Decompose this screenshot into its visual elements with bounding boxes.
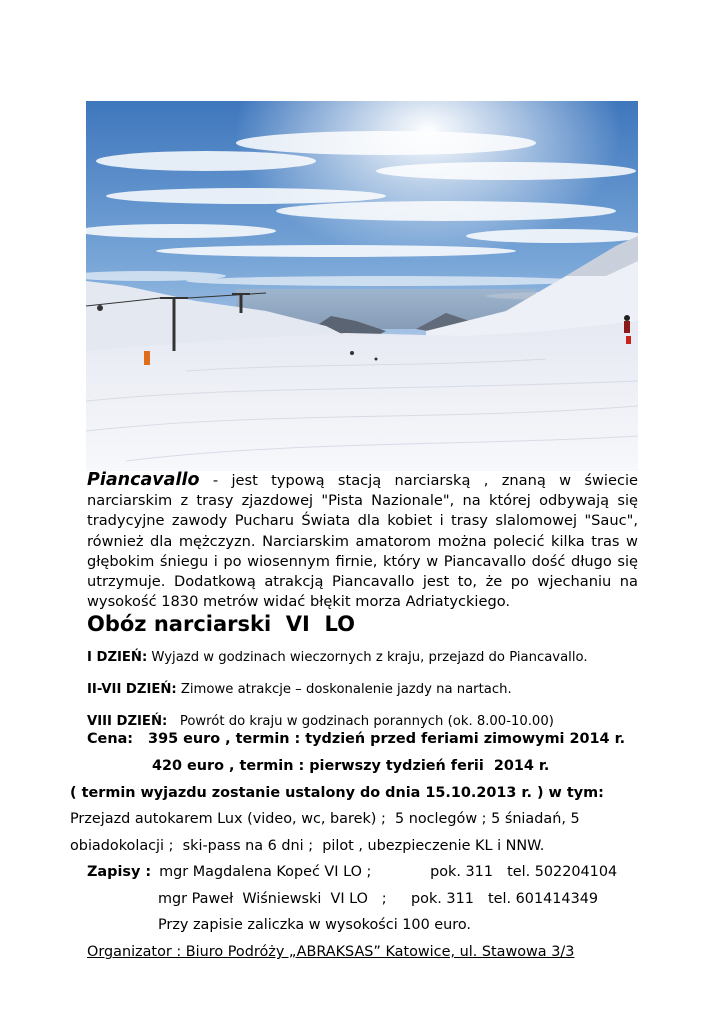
organizer-line: Organizator : Biuro Podróży „ABRAKSAS” Katowice, ul. Stawowa 3/3 xyxy=(87,944,575,960)
contact-1-room: pok. 311 xyxy=(430,864,493,880)
intro-text: - jest typową stacją narciarską , znaną w świecie narciarskim z trasy zjazdowej "Pista Nazionale", na której odbywają się tradycyjne zawody Pucharu Świata dla kobiet i trasy slalomowej "Sauc", również dla mężczyzn. Narciarskim amatorom można polecić kilka tras w głębokim śniegu i po wiosennym firnie, który w Piancavallo dość długo się utrzymuje. Dodatkową atrakcją Piancavallo jest to, że po wjechaniu na wysokość 1830 metrów widać błękit morza Adriatyckiego. xyxy=(87,472,638,611)
included-line-2: obiadokolacji ; ski-pass na 6 dni ; pilot , ubezpieczenie KL i NNW. xyxy=(70,838,545,854)
deposit-line: Przy zapisie zaliczka w wysokości 100 euro. xyxy=(158,917,472,933)
price-line-1: Cena: 395 euro , termin : tydzień przed feriami zimowymi 2014 r. xyxy=(87,731,626,747)
included-line-1: Przejazd autokarem Lux (video, wc, barek) ; 5 noclegów ; 5 śniadań, 5 xyxy=(70,811,580,827)
day-2-7-line xyxy=(87,682,512,697)
intro-paragraph xyxy=(87,470,638,612)
day-2-7-text: Zimowe atrakcje – doskonalenie jazdy na nartach. xyxy=(176,682,512,697)
day-1-text: Wyjazd w godzinach wieczornych z kraju, przejazd do Piancavallo. xyxy=(147,650,588,665)
contact-2-name: mgr Paweł Wiśniewski VI LO ; xyxy=(158,891,387,907)
contact-2-room: pok. 311 xyxy=(411,891,474,907)
resort-name: Piancavallo xyxy=(87,470,200,490)
contact-row-1 xyxy=(87,864,617,880)
contact-1-phone: tel. 502204104 xyxy=(507,864,618,880)
term-line: ( termin wyjazdu zostanie ustalony do dnia 15.10.2013 r. ) w tym: xyxy=(70,785,604,801)
contact-2-phone: tel. 601414349 xyxy=(488,891,599,907)
ski-resort-photo xyxy=(86,101,638,471)
camp-heading: Obóz narciarski VI LO xyxy=(87,612,355,636)
day-2-7-label: II-VII DZIEŃ: xyxy=(87,682,177,697)
contact-row-2 xyxy=(158,891,598,907)
day-8-line xyxy=(87,714,554,729)
day-1-label: I DZIEŃ: xyxy=(87,650,148,665)
contact-1-name: mgr Magdalena Kopeć VI LO ; xyxy=(159,864,372,880)
day-8-label: VIII DZIEŃ: xyxy=(87,714,168,729)
price-line-2: 420 euro , termin : pierwszy tydzień ferii 2014 r. xyxy=(152,758,550,774)
day-8-text: Powrót do kraju w godzinach porannych (ok. 8.00-10.00) xyxy=(167,714,554,729)
day-1-line xyxy=(87,650,588,665)
ski-slope-image xyxy=(86,101,638,471)
zapisy-label: Zapisy : xyxy=(87,864,152,880)
